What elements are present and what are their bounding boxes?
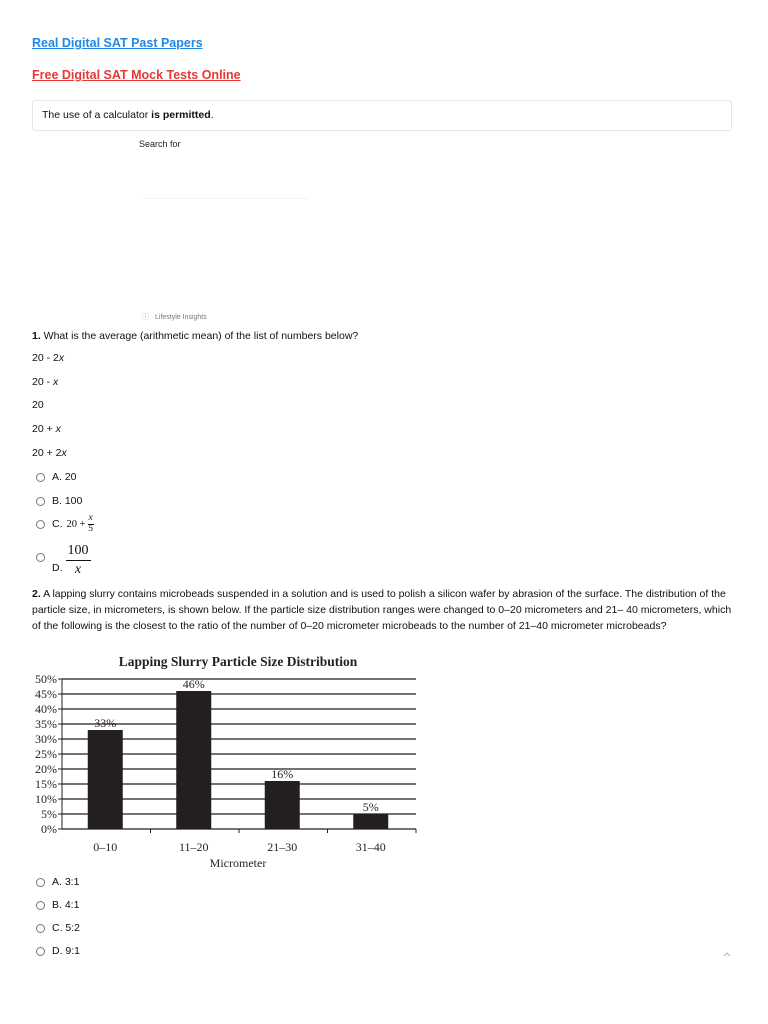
expression-3-text: 20 bbox=[32, 399, 44, 411]
radio-button[interactable] bbox=[36, 901, 45, 910]
q2-option-a[interactable] bbox=[36, 876, 79, 888]
radio-button[interactable] bbox=[36, 520, 45, 529]
y-tick-label: 0% bbox=[41, 822, 57, 836]
q1-option-c-fraction bbox=[88, 514, 94, 534]
radio-button[interactable] bbox=[36, 947, 45, 956]
q2-option-a-label: A. 3:1 bbox=[52, 876, 80, 888]
y-tick-label: 25% bbox=[35, 747, 57, 761]
calculator-notice-suffix: . bbox=[210, 109, 214, 121]
q1-option-a-label: A. 20 bbox=[52, 471, 77, 483]
q1-option-b-label: B. 100 bbox=[52, 495, 83, 507]
search-label: Search for bbox=[139, 139, 181, 149]
q1-option-d-label: D. bbox=[52, 561, 63, 574]
q1-option-d[interactable] bbox=[36, 544, 91, 577]
radio-button[interactable] bbox=[36, 497, 45, 506]
expression-4-text: 20 + bbox=[32, 423, 56, 435]
expression-5 bbox=[32, 447, 67, 459]
q1-option-c[interactable] bbox=[36, 514, 94, 534]
fraction-denominator: 5 bbox=[88, 523, 94, 534]
fraction-numerator: 100 bbox=[66, 544, 91, 561]
x-tick-label: 31–40 bbox=[355, 840, 386, 854]
radio-button[interactable] bbox=[36, 878, 45, 887]
past-papers-link[interactable]: Real Digital SAT Past Papers bbox=[32, 36, 203, 50]
y-tick-label: 35% bbox=[35, 717, 57, 731]
fraction-numerator: x bbox=[88, 513, 93, 523]
question-1-number: 1. bbox=[32, 330, 41, 342]
question-1 bbox=[32, 328, 358, 344]
calculator-notice-prefix: The use of a calculator bbox=[42, 109, 152, 121]
calculator-notice bbox=[32, 100, 732, 131]
question-2-number: 2. bbox=[32, 588, 41, 600]
q2-option-c-label: C. 5:2 bbox=[52, 922, 81, 934]
x-tick-label: 21–30 bbox=[267, 840, 298, 854]
y-tick-label: 50% bbox=[35, 672, 57, 686]
expression-2-var: x bbox=[53, 376, 59, 388]
q2-option-d-label: D. 9:1 bbox=[52, 945, 81, 957]
q2-option-c[interactable] bbox=[36, 922, 80, 934]
y-tick-label: 30% bbox=[35, 732, 57, 746]
chart-title: Lapping Slurry Particle Size Distribution bbox=[118, 654, 358, 669]
radio-button[interactable] bbox=[36, 553, 45, 562]
question-2 bbox=[32, 586, 734, 634]
q1-option-c-label: C. bbox=[52, 518, 63, 530]
bar bbox=[176, 691, 211, 829]
expression-5-var: x bbox=[61, 447, 67, 459]
chart-y-axis bbox=[35, 672, 62, 836]
ad-choices-icon: ⓘ bbox=[142, 314, 149, 321]
y-tick-label: 10% bbox=[35, 792, 57, 806]
expression-4 bbox=[32, 423, 61, 435]
question-1-text: What is the average (arithmetic mean) of the list of numbers below? bbox=[40, 330, 359, 342]
ad-divider bbox=[142, 198, 308, 199]
ad-caption[interactable] bbox=[142, 312, 207, 322]
bar bbox=[265, 781, 300, 829]
calculator-notice-emphasis: is permitted bbox=[151, 109, 211, 121]
particle-size-chart bbox=[30, 650, 430, 874]
y-tick-label: 5% bbox=[41, 807, 57, 821]
bar bbox=[353, 814, 388, 829]
q2-option-b[interactable] bbox=[36, 899, 79, 911]
chevron-up-icon[interactable] bbox=[721, 948, 733, 960]
bar-value-label: 5% bbox=[362, 800, 379, 814]
y-tick-label: 15% bbox=[35, 777, 57, 791]
fraction-denominator: x bbox=[74, 562, 82, 577]
x-tick-label: 0–10 bbox=[93, 840, 118, 854]
y-tick-label: 45% bbox=[35, 687, 57, 701]
ad-caption-text: Lifestyle Insights bbox=[155, 314, 207, 321]
expression-5-text: 20 + 2 bbox=[32, 447, 62, 459]
expression-1-var: x bbox=[58, 352, 65, 364]
bar-value-label: 33% bbox=[94, 716, 117, 730]
bar bbox=[88, 730, 123, 829]
expression-1 bbox=[32, 352, 64, 364]
y-tick-label: 40% bbox=[35, 702, 57, 716]
radio-button[interactable] bbox=[36, 473, 45, 482]
q2-option-d[interactable] bbox=[36, 945, 80, 957]
chart-bars bbox=[88, 677, 389, 829]
q1-option-d-fraction bbox=[66, 544, 91, 577]
y-tick-label: 20% bbox=[35, 762, 57, 776]
radio-button[interactable] bbox=[36, 924, 45, 933]
q2-option-b-label: B. 4:1 bbox=[52, 899, 80, 911]
expression-1-text: 20 - 2 bbox=[32, 352, 59, 364]
q1-option-c-whole: 20 + bbox=[66, 518, 86, 530]
x-tick-label: 11–20 bbox=[178, 840, 209, 854]
q1-option-b[interactable] bbox=[36, 495, 82, 507]
expression-2-text: 20 - bbox=[32, 376, 54, 388]
expression-4-var: x bbox=[55, 423, 61, 435]
bar-value-label: 16% bbox=[271, 767, 294, 781]
question-2-text: A lapping slurry contains microbeads suspended in a solution and is used to polish a silicon wafer by abrasion of the surface. The distribution of the particle size, in micrometers, is shown below. If the particle size distribution ranges were changed to 0–20 micrometers and 21– 40 micrometers, which of the following is the closest to the ratio of the number of 0–20 micrometer microbeads to the number of 21–40 micrometer microbeads? bbox=[32, 588, 732, 632]
bar-value-label: 46% bbox=[182, 677, 205, 691]
expression-2 bbox=[32, 376, 58, 388]
q1-option-a[interactable] bbox=[36, 471, 77, 483]
expression-3 bbox=[32, 399, 44, 411]
mock-tests-link[interactable]: Free Digital SAT Mock Tests Online bbox=[32, 68, 241, 82]
chart-x-axis-label: Micrometer bbox=[209, 856, 267, 870]
chart-x-axis bbox=[62, 829, 416, 854]
